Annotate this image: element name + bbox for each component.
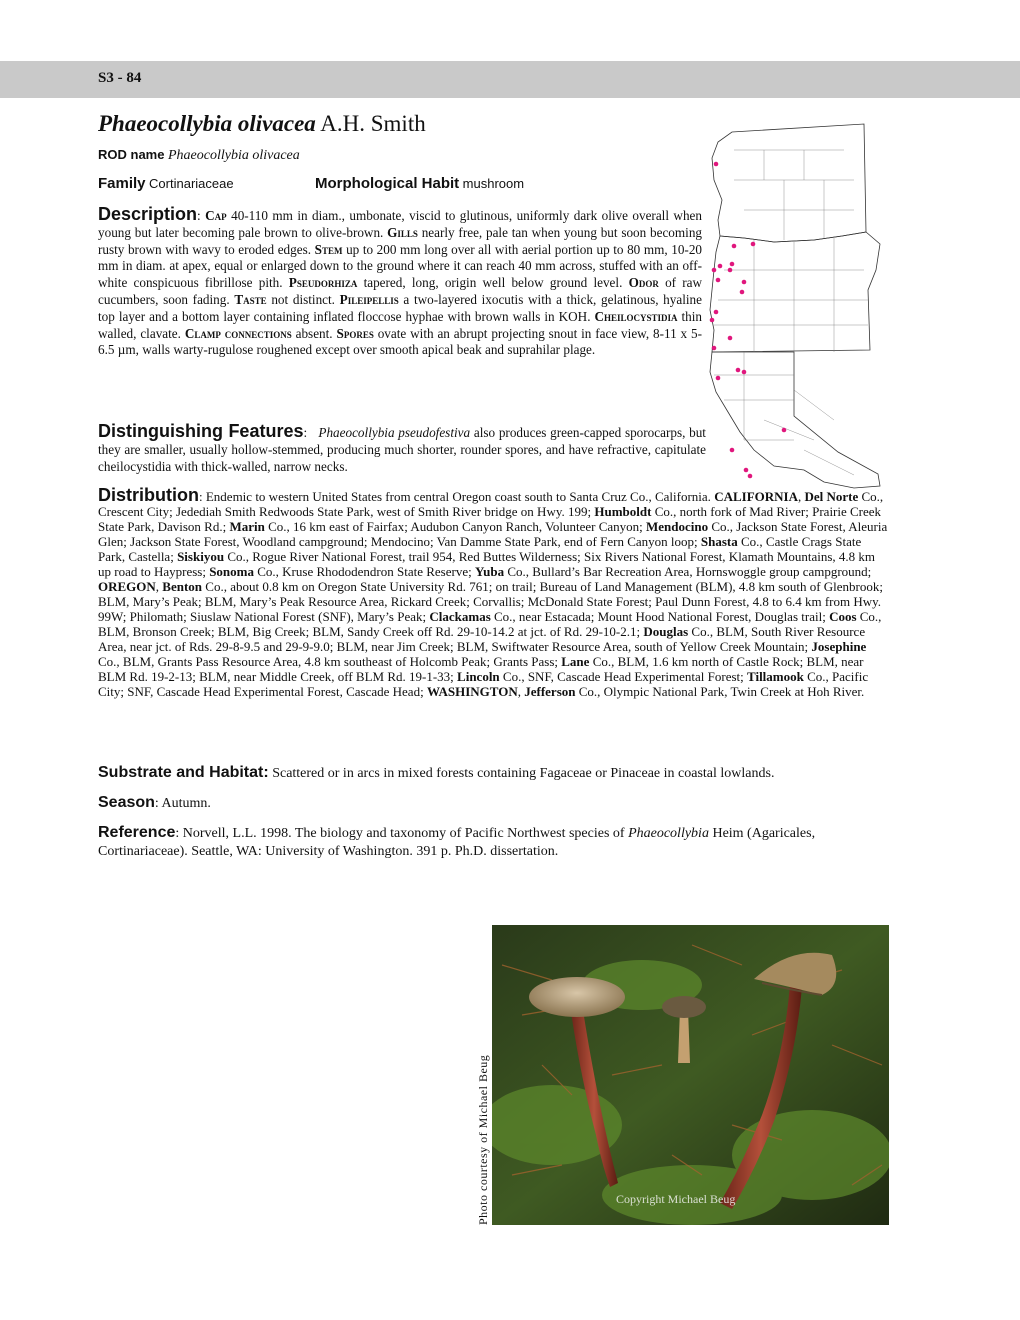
distinguishing-text: also produces green-capped sporocarps, but they are smaller, usually hollow-stemmed, producing much shorter, rounder spores, and have refractive, capitulate cheilocystidia with thick-walled, narrow necks. xyxy=(98,425,706,474)
distribution-locality: Jefferson xyxy=(524,684,576,699)
range-map xyxy=(704,120,886,490)
map-dot xyxy=(714,162,719,167)
map-dot xyxy=(744,468,749,473)
map-california-outline xyxy=(710,352,880,488)
distribution-locality: Douglas xyxy=(643,624,689,639)
distribution-locality: Siskiyou xyxy=(177,549,225,564)
distribution-locality: Benton xyxy=(162,579,203,594)
photo-credit: Photo courtesy of Michael Beug xyxy=(476,1054,490,1225)
rod-name-value: Phaeocollybia olivacea xyxy=(167,148,300,163)
distribution-locality: Shasta xyxy=(700,534,738,549)
page-label: S3 - 84 xyxy=(98,70,142,86)
distribution-detail: , xyxy=(797,489,805,504)
distribution-detail: Co., north fork of Mad River; Prairie Creek State Park, Davison Rd.; xyxy=(98,504,882,534)
taste-label: Taste xyxy=(234,291,267,307)
map-dot xyxy=(710,318,715,323)
map-dot xyxy=(718,264,723,269)
distribution-detail: Co., Rogue River National Forest, trail 954, Red Buttes Wilderness; Six Rivers National Forest, Klamath Mountains, 4.8 km up road to Haypress; xyxy=(98,549,876,579)
distribution-locality: Josephine xyxy=(811,639,867,654)
odor-text: of raw cucumbers, soon fading. xyxy=(98,275,703,307)
map-occurrence-dots xyxy=(710,162,787,479)
distribution-detail: Co., BLM, Grants Pass Resource Area, 4.8 km southeast of Holcomb Peak; Grants Pass; xyxy=(98,654,562,669)
stem-text: up to 200 mm long over all with aerial portion up to 80 mm, 10-20 mm in diam. at apex, equal or enlarged down to the ground where it can reach 40 mm across, stuffed with an off-white conspicuous fibrillose pith. xyxy=(98,241,703,291)
cap-label: Cap xyxy=(205,208,227,223)
distribution-detail: Co., Olympic National Park, Twin Creek at Hoh River. xyxy=(575,684,865,699)
distinguishing-section: Distinguishing Features: Phaeocollybia pseudofestiva also produces green-capped sporocarps, but they are smaller, usually hollow-stemmed, producing much shorter, rounder spores, and have refractive, capitulate cheilocystidia with thick-walled, narrow necks. xyxy=(98,421,706,474)
season-heading: Season xyxy=(98,794,155,811)
species-name: Phaeocollybia olivacea xyxy=(98,111,316,136)
distinguishing-species: Phaeocollybia pseudofestiva xyxy=(318,425,471,440)
distribution-locality: Yuba xyxy=(474,564,505,579)
odor-label: Odor xyxy=(628,275,659,291)
cheilocystidia-label: Cheilocystidia xyxy=(594,308,678,324)
distribution-detail: Co., Jackson State Forest, Aleuria Glen; Jackson State Forest, Woodland campground; Mendocino; Van Damme State Park, end of Fern Canyon loop; xyxy=(98,519,888,549)
distribution-detail: Co., near Estacada; Mount Hood National Forest, Douglas trail; xyxy=(490,609,830,624)
map-dot xyxy=(712,268,717,273)
distribution-detail: , xyxy=(517,684,525,699)
gills-text: nearly free, pale tan when young but soon becoming rusty brown with wavy to eroded edges. xyxy=(98,224,703,257)
distribution-heading: Distribution xyxy=(98,485,199,505)
reference-section xyxy=(98,824,888,861)
map-dot xyxy=(712,346,717,351)
map-dot xyxy=(716,278,721,283)
pseudorhiza-label: Pseudorhiza xyxy=(288,275,358,291)
substrate-section xyxy=(98,764,888,783)
map-county-lines xyxy=(714,150,868,475)
pseudorhiza-text: tapered, long, origin well below ground level. xyxy=(363,275,623,291)
distribution-locality: WASHINGTON xyxy=(426,684,518,699)
distribution-locality: Coos xyxy=(829,609,857,624)
map-dot xyxy=(728,268,733,273)
cap-text: 40-110 mm in diam., umbonate, viscid to glutinous, uniformly dark olive overall when young but later becoming pale brown to olive-brown. xyxy=(98,208,702,240)
rod-name-label: ROD name xyxy=(98,147,165,162)
clamp-text: absent. xyxy=(295,325,333,341)
distribution-detail: Co., Crescent City; Jedediah Smith Redwoods State Park, west of Smith River bridge on Hwy. 199; xyxy=(98,489,884,519)
stem-label: Stem xyxy=(314,241,343,257)
map-dot xyxy=(742,370,747,375)
distinguishing-heading: Distinguishing Features xyxy=(98,421,304,441)
map-oregon-outline xyxy=(710,232,880,352)
distribution-detail: Co., Castle Crags State Park, Castella; xyxy=(98,534,862,564)
season-text: : Autumn. xyxy=(154,796,211,811)
distribution-detail: Co., SNF, Cascade Head Experimental Forest; xyxy=(499,669,748,684)
clamp-label: Clamp connections xyxy=(184,325,292,341)
gills-label: Gills xyxy=(387,224,418,240)
description-section: Description: Cap 40-110 mm in diam., umbonate, viscid to glutinous, uniformly dark olive overall when young but later becoming pale brown to olive-brown. Gills nearly free, pale tan when young but soon becoming rusty brown with wavy to eroded edges. Stem up to 200 mm long over all with aerial portion up to 80 mm, 10-20 mm in diam. at apex, equal or enlarged down to the ground where it can reach 40 mm across, stuffed with an off-white conspicuous fibrillose pith. Pseudorhiza tapered, long, origin well below ground level. Odor of raw cucumbers, soon fading. Taste not distinct. Pileipellis a two-layered ixocutis with a thick, gelatinous, hyaline top layer and a bottom layer containing inflated floccose hyphae with brown walls in KOH. Cheilocystidia thin walled, clavate. Clamp connections absent. Spores ovate with an abrupt projecting snout in face view, 8-11 x 5-6.5 µm, walls warty-rugulose roughened except over smooth apical beak and suprahilar plage. xyxy=(98,204,703,358)
distribution-intro: : Endemic to western United States from central Oregon coast south to Santa Cruz Co., California. xyxy=(199,489,711,504)
distribution-locality: Marin xyxy=(229,519,265,534)
distribution-locality: Clackamas xyxy=(429,609,491,624)
photo-watermark: Copyright Michael Beug xyxy=(616,1192,736,1206)
distribution-detail: Co., Pacific City; SNF, Cascade Head Experimental Forest, Cascade Head; xyxy=(98,669,869,699)
taste-text: not distinct. xyxy=(271,291,335,307)
map-dot xyxy=(742,280,747,285)
pileipellis-label: Pileipellis xyxy=(339,291,399,307)
distribution-locality: Humboldt xyxy=(594,504,652,519)
morph-habit-value: mushroom xyxy=(462,176,525,191)
distribution-locality: Lane xyxy=(561,654,590,669)
reference-heading: Reference xyxy=(98,824,176,841)
pileipellis-text: a two-layered ixocutis with a thick, gelatinous, hyaline top layer and a bottom layer containing inflated floccose hyphae with brown walls in KOH. xyxy=(98,291,702,324)
rod-name-line xyxy=(98,147,300,164)
description-heading: Description xyxy=(98,204,198,224)
map-dot xyxy=(740,290,745,295)
distribution-detail: Co., about 0.8 km on Oregon State University Rd. 761; on trail; Bureau of Land Management (BLM), 4.8 km south of Glenbrook; BLM, Mary’s Peak; BLM, Mary’s Peak Resource Area, Rickard Creek; Corvallis; McDonald State Forest; Paul Dunn Forest, 4.8 to 6.4 km from Hwy. 99W; Philomath; Siuslaw National Forest (SNF), Mary’s Peak; xyxy=(98,579,883,624)
family-line xyxy=(98,175,525,193)
distribution-section xyxy=(98,485,888,699)
reference-text-after: Heim (Agaricales, Cortinariaceae). Seattle, WA: University of Washington. 391 p. Ph.D. dissertation. xyxy=(98,826,816,859)
map-dot xyxy=(751,242,756,247)
map-dot xyxy=(730,262,735,267)
distribution-detail: Co., BLM, Bronson Creek; BLM, Big Creek; BLM, Sandy Creek off Rd. 29-10-14.2 at jct. of Rd. 29-10-2.1; xyxy=(98,609,882,639)
map-dot xyxy=(716,376,721,381)
distribution-detail: Co., Kruse Rhododendron State Reserve; xyxy=(254,564,475,579)
spores-text: ovate with an abrupt projecting snout in face view, 8-11 x 5-6.5 µm, walls warty-rugulose roughened except over smooth apical beak and suprahilar plage. xyxy=(98,325,703,358)
spores-label: Spores xyxy=(336,325,374,341)
distribution-detail: Co., BLM, South River Resource Area, near jct. of Rds. 29-8-9.5 and 29-9-9.0; BLM, near Jim Creek; BLM, Swiftwater Resource Area, south of Yellow Creek Mountain; xyxy=(98,624,866,654)
species-author: A.H. Smith xyxy=(320,111,426,136)
family-label: Family xyxy=(98,175,146,192)
species-title xyxy=(98,111,426,137)
distribution-locality: CALIFORNIA xyxy=(714,489,798,504)
map-dot xyxy=(728,336,733,341)
map-dot xyxy=(732,244,737,249)
season-section xyxy=(98,794,498,813)
map-dot xyxy=(782,428,787,433)
family-value: Cortinariaceae xyxy=(149,176,234,191)
mushroom-photo xyxy=(492,925,889,1225)
distribution-detail: , xyxy=(155,579,163,594)
map-dot xyxy=(748,474,753,479)
distribution-locality: Del Norte xyxy=(804,489,859,504)
cheilocystidia-text: thin walled, clavate. xyxy=(98,308,703,341)
distribution-locality: Mendocino xyxy=(646,519,709,534)
reference-text-before: : Norvell, L.L. 1998. The biology and taxonomy of Pacific Northwest species of xyxy=(175,826,629,841)
distribution-locality: Lincoln xyxy=(457,669,500,684)
distribution-locality: Tillamook xyxy=(747,669,804,684)
header-band xyxy=(0,61,1020,98)
distribution-detail: Co., 16 km east of Fairfax; Audubon Canyon Ranch, Volunteer Canyon; xyxy=(264,519,646,534)
morph-habit-label: Morphological Habit xyxy=(315,175,460,192)
map-dot xyxy=(730,448,735,453)
distribution-detail: Co., Bullard’s Bar Recreation Area, Hornswoggle group campground; xyxy=(504,564,872,579)
distribution-locality: OREGON xyxy=(98,579,156,594)
distribution-locality: Sonoma xyxy=(209,564,254,579)
substrate-text: Scattered or in arcs in mixed forests containing Fagaceae or Pinaceae in coastal lowlands. xyxy=(268,766,775,781)
distribution-detail: Co., BLM, 1.6 km north of Castle Rock; BLM, near BLM Rd. 19-2-13; BLM, near Middle Creek, off BLM Rd. 19-1-33; xyxy=(98,654,864,684)
substrate-heading: Substrate and Habitat: xyxy=(98,764,269,781)
distribution-entries xyxy=(98,489,887,699)
map-dot xyxy=(736,368,741,373)
reference-italic: Phaeocollybia xyxy=(628,826,709,841)
morph-habit xyxy=(315,175,524,193)
map-washington-outline xyxy=(712,124,866,242)
map-dot xyxy=(714,310,719,315)
